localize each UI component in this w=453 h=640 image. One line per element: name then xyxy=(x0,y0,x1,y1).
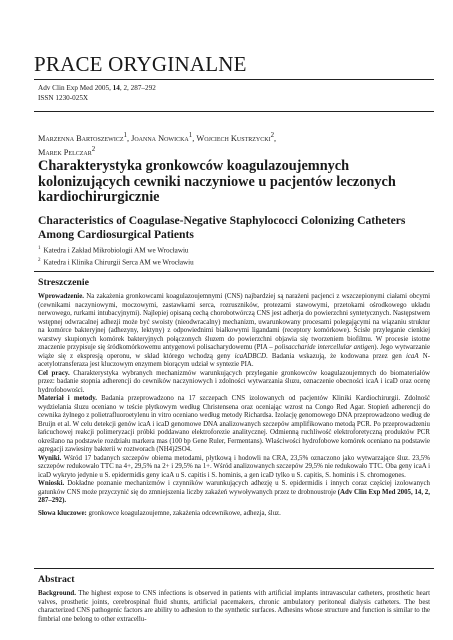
paragraph-cel: Cel pracy. Charakterystyka wybranych mechanizmów warunkujących przyleganie gronkowców koagulazoujemnych do biomateriałów przez: badanie stopnia adherencji do cewników naczyniowych i zdolności wytwarzania śluzu, oznaczenie obecności icaA i icaD oraz ocenę hydrofobowości. xyxy=(38,369,430,394)
paragraph-wyniki: Wyniki. Wśród 17 badanych szczepów obiema metodami, płytkową i hodowli na CRA, 23,5% oznaczono jako wytwarzające śluz. 23,5% szczepów redukowało TTC na 4+, 29,5% na 2+ i 29,5% na 1+. Wśród analizowanych szczepów 29,5% nie redukowało TTC. Oba geny icaA i icaD wykryto jedynie u S. epidermidis geny icaA u S. capitis i S. hominis, a gen icaD tylko u S. capitis, S. hominis i S. chromogenes. xyxy=(38,454,430,479)
paragraph-wnioski: Wnioski. Dokładne poznanie mechanizmów i czynników warunkujących adhezję u S. epidermidis i innych coraz częściej izolowanych gatunków CNS może przyczynić się do zmniejszenia liczby zakażeń wywoływanych przez te drobnoustroje (Adv Clin Exp Med 2005, 14, 2, 287–292). xyxy=(38,480,430,504)
meta-rule xyxy=(34,111,434,112)
author-sup: 1 xyxy=(123,132,127,139)
author-name: Marzenna Bartoszewicz xyxy=(38,133,124,143)
title-polish: Charakterystyka gronkowców koagulazoujemnych kolonizujących cewniki naczyniowe u pacjentów leczonych kardiochirurgicznie xyxy=(38,158,396,205)
author-name: Wojciech Kustrzycki xyxy=(196,133,271,143)
streszczenie-rule xyxy=(34,271,434,272)
paragraph-material: Materiał i metody. Badania przeprowadzono na 17 szczepach CNS izolowanych od pacjentów Kliniki Kardiochirurgii. Zdolność wydzielania śluzu oceniano w teście płytkowym według Christensena oraz oceniając wzrost na Congo Red Agar. Stopień adherencji do cewnika żylnego z polietrafluoroetylenu in vitro oceniano według metody Richardsa. Izolację genomowego DNA przeprowadzono według de Bruijn et al. W celu detekcji genów icaA i icaD genomowe DNA analizowanych szczepów amplifikowano metodą PCR. Po przeprowadzeniu łańcuchowej reakcji polimeryzacji próbki poddawano elektroforezie analitycznej. Odmienną ruchliwość elektroforetyczną produktów PCR określano na podstawie rozdziału markera mas (100 bp Gene Ruler, Fermentans). Właściwości hydrofobowe komórek oceniano na podstawie agregacji zawiesiny bakterii w roztworach (NH4)2SO4. xyxy=(38,395,430,453)
paragraph-keywords: Słowa kluczowe: gronkowce koagulazoujemne, zakażenia odcewnikowe, adhezja, śluz. xyxy=(38,509,281,517)
header-rule xyxy=(34,79,434,80)
author-list: Marzenna Bartoszewicz$^1$, Joanna Nowicka$^1$, Wojciech Kustrzycki$^2$, Marek Pelczar$^2$ xyxy=(38,132,277,157)
affiliations xyxy=(38,244,428,268)
streszczenie-body xyxy=(38,293,430,518)
title-english: Characteristics of Coagulase-Negative Staphylococci Colonizing Catheters Among Cardiosurgical Patients xyxy=(38,214,406,241)
author-name: Joanna Nowicka xyxy=(131,133,189,143)
author-name: Marek Pelczar xyxy=(38,147,92,157)
abstract-heading: Abstract xyxy=(38,574,75,585)
author-sup: 2 xyxy=(91,145,96,153)
affiliation-item: $^1$ Katedra i Zakład Mikrobiologii AM we Wrocławiu xyxy=(38,246,189,255)
section-header: PRACE ORYGINALNE xyxy=(34,52,247,76)
author-sup: 2 xyxy=(270,132,275,139)
journal-meta xyxy=(38,84,156,103)
paragraph-wprowadzenie: Wprowadzenie. Na zakażenia gronkowcami koagulazoujemnymi (CNS) najbardziej są narażeni pacjenci z wszczepionymi ciałami obcymi (cewnikami naczyniowymi, moczowymi, zastawkami serca, rozruszników, protezami stawowymi, przetokami ośrodkowego układu nerwowego, rurkami intubacyjnymi). Najlepiej opisaną cechą chorobotwórczą CNS jest adherja do powierzchni syntetycznych. Następstwem wstępnej odwracalnej adhezji może być swoisty (nieodwracalny) mechanizm, uwarunkowany procesami polegającymi na wiązaniu struktur na komórce bakteryjnej (adhezyny, lektyny) z odpowiednimi białkowymi ligandami (receptory komórkowe). Ścisłe przyleganie cienkiej warstwy skupionych komórek bakteryjnych połączonych śluzem do powierzchni objawia się tworzeniem biofilmu. W procesie istotne znaczenie przypisuje się śródkomórkowemu antygenowi polisacharydowemu (PIA – polisaccharide intercellular antigen). Jego wytwarzanie wiąże się z ekspresją operonu, w skład którego wchodzą geny icaADBCD. Badania wskazują, że kodowana przez gen icaA N-acetylotransferaza jest kluczowym enzymem biorącym udział w syntezie PIA. xyxy=(38,293,430,368)
abstract-body xyxy=(38,590,430,624)
streszczenie-heading: Streszczenie xyxy=(38,277,89,288)
issn-line: ISSN 1230-025X xyxy=(38,93,89,102)
paragraph-background: Background. The highest expose to CNS infections is observed in patients with artificial implants intravascular catheters, prosthetic heart valves, prosthetic joints, cerebrospinal fluid shunts, artificial pacemakers, chronic ambulatory peritoneal dialysis catheters. The best characterized CNS pathogenic factors are ability to adhesion to the synthetic surfaces. Adhesins whose structure and function is similar to the fimbrial one belong to other extracellu- xyxy=(38,590,430,623)
author-sup: 1 xyxy=(188,132,193,139)
citation-line: Adv Clin Exp Med 2005, 14, 2, 287–292 xyxy=(38,84,156,92)
abstract-rule xyxy=(34,568,434,569)
affiliation-item: $^2$ Katedra i Klinika Chirurgii Serca AM we Wrocławiu xyxy=(38,257,194,267)
